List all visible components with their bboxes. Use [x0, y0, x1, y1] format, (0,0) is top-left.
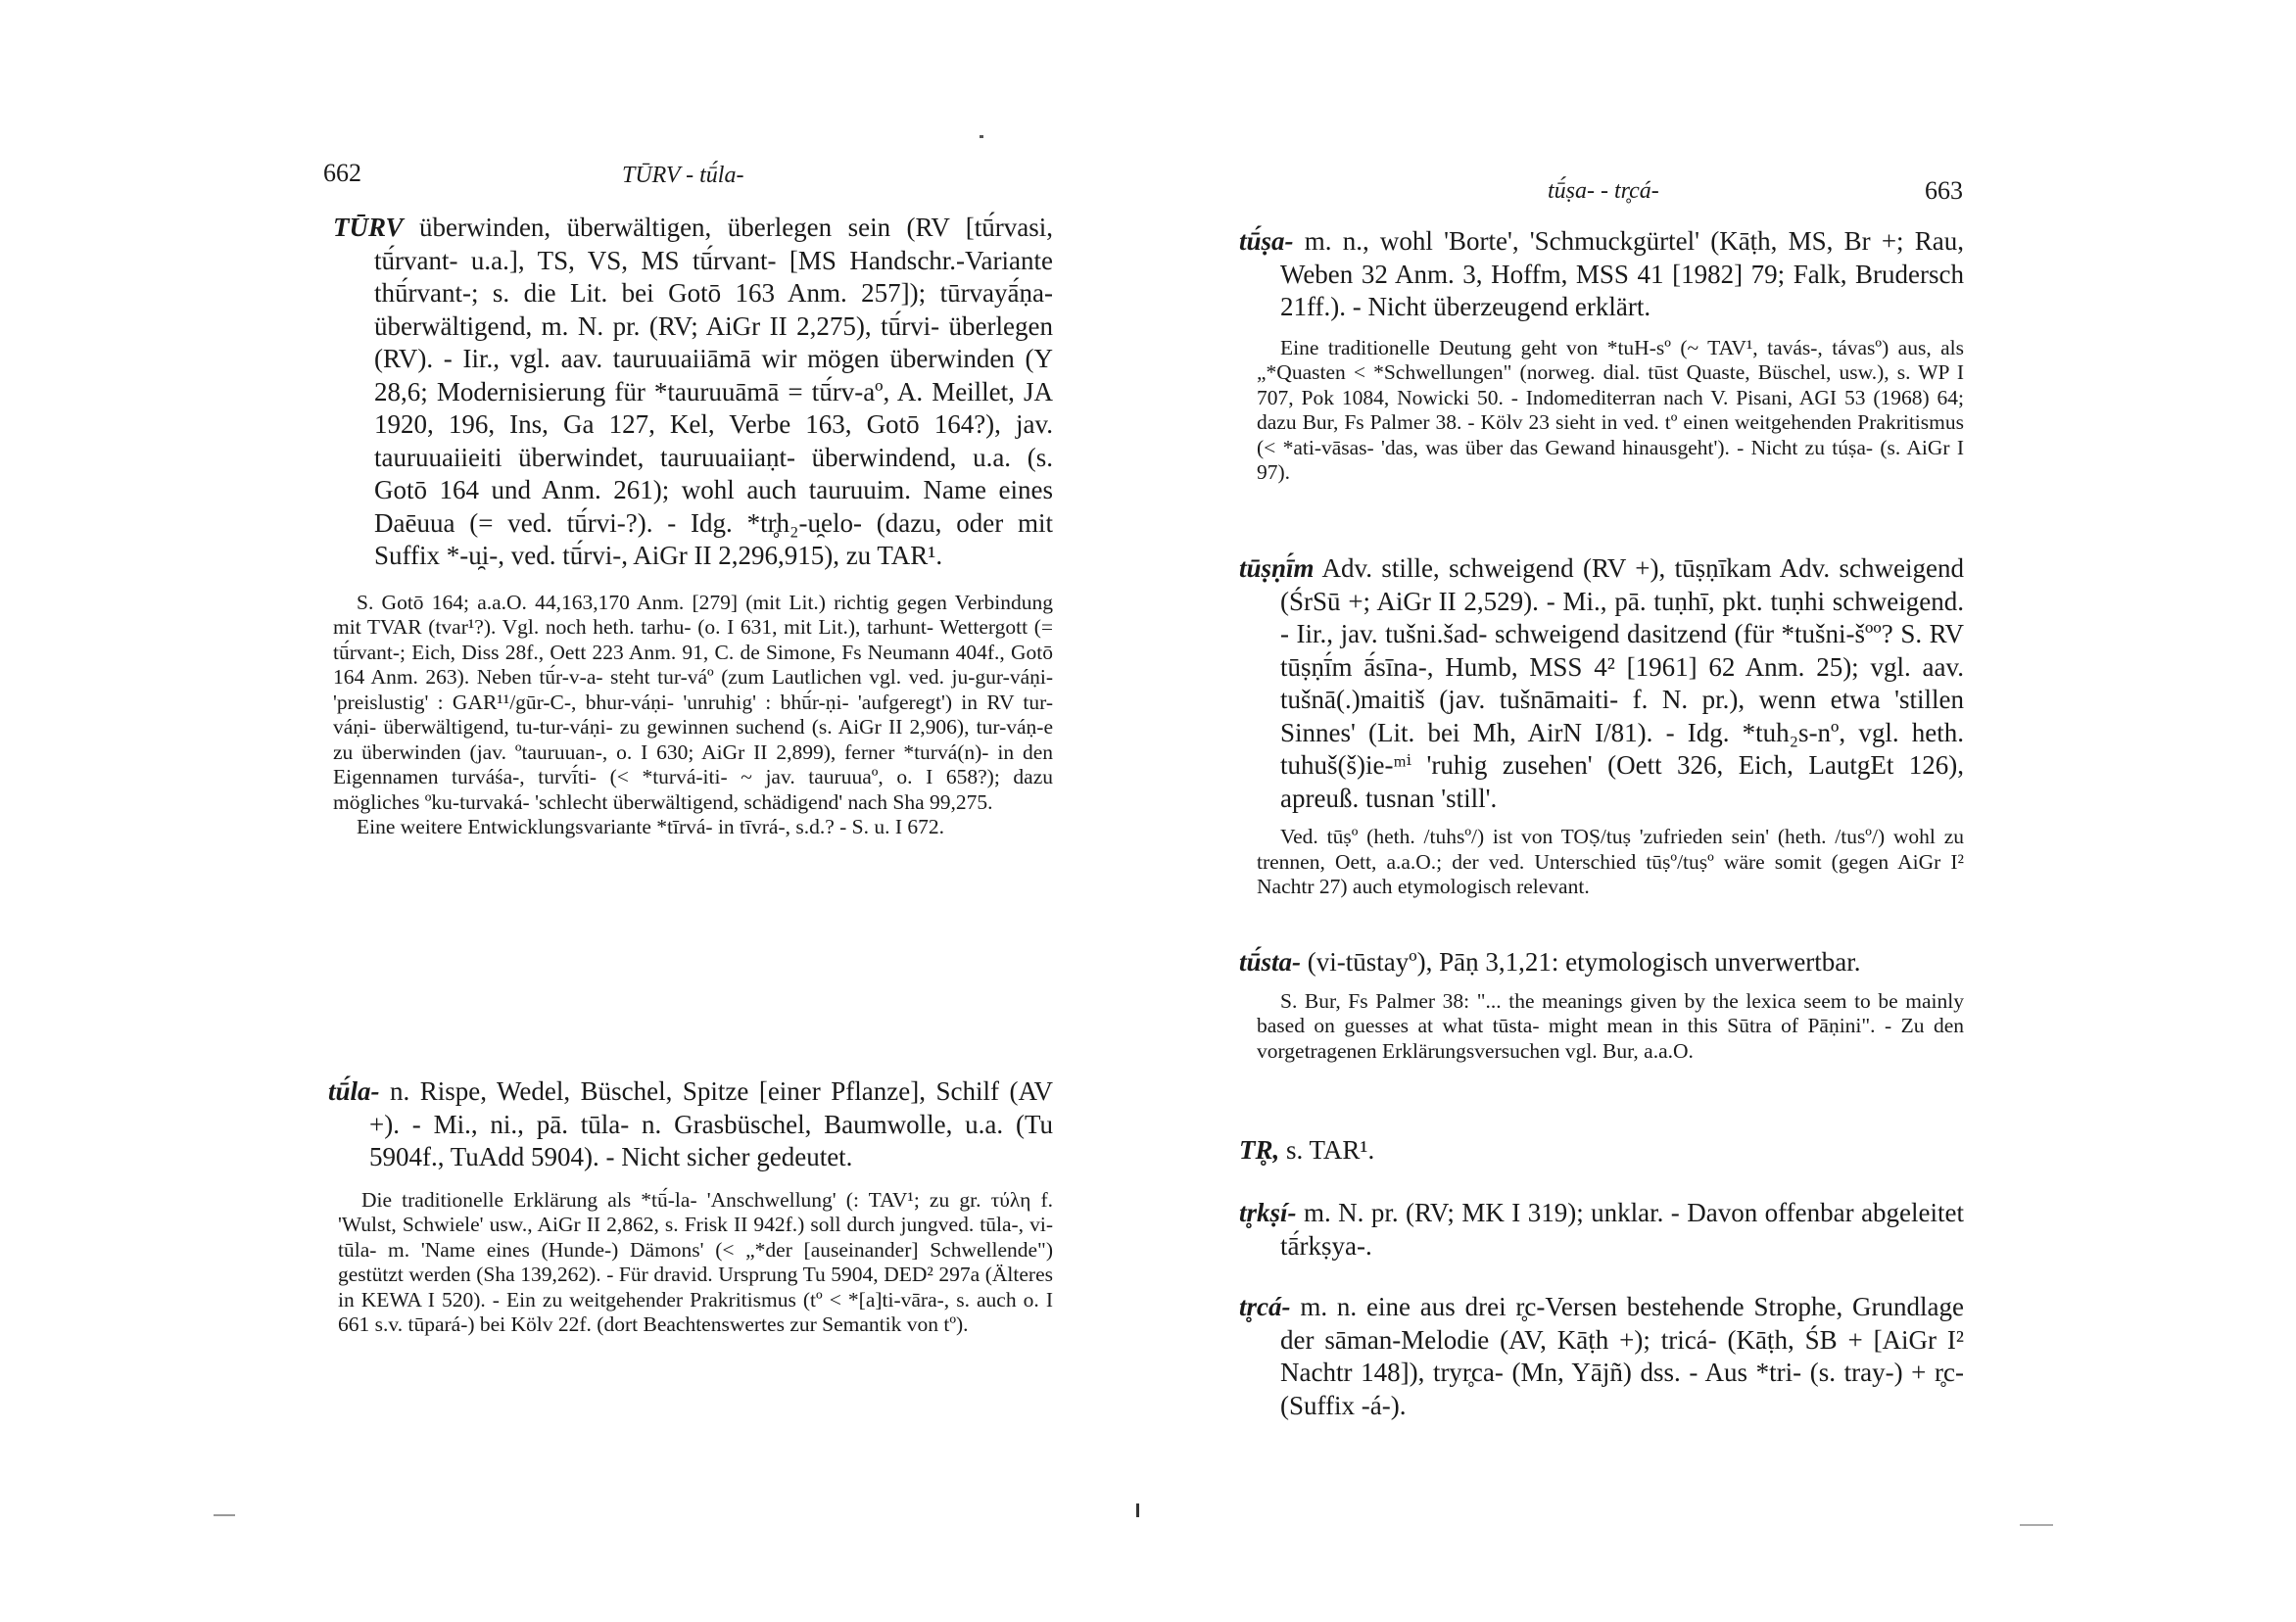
note-paragraph: Eine traditionelle Deutung geht von *tuH-sº (~ TAV¹, tavás-, távasº) aus, als „*Quasten < *Schwellungen" (norweg. dial. tūst Quaste, Büschel, usw.), s. WP I 707, Pok 1084, Nowicki 50. - Indomediterran nach V. Pisani, AGI 53 (1968) 64; dazu Bur, Fs Palmer 38. - Kölv 23 sieht in ved. tº einen weitgehenden Prakritismus (< *ati-vāsas- 'das, was über das Gewand hinausgeht'). - Nicht zu túṣa- (s. AiGr I 97).	[1257, 335, 1964, 484]
headword: tr̥kṣí-	[1239, 1198, 1297, 1227]
entry-tr-main	[1239, 1134, 1964, 1168]
note-paragraph: Die traditionelle Erklärung als *tū́-la- 'Anschwellung' (: TAV¹; zu gr. τύλη f. 'Wulst, Schwiele' usw., AiGr II 2,862, s. Frisk II 942f.) soll durch jungved. tūla-, vi-tūla- m. 'Name eines (Hunde-) Dämons' (< „*der [auseinander] Schwellende") gestützt werden (Sha 139,262). - Für dravid. Ursprung Tu 5904, DED² 297a (Älteres in KEWA I 520). - Ein zu weitgehender Prakritismus (tº < *[a]ti-vāra-, s. auch o. I 661 s.v. tūpará-) bei Kölv 22f. (dort Beachtenswertes zur Semantik von tº).	[338, 1187, 1053, 1336]
entry-body: m. N. pr. (RV; MK I 319); unklar. - Davon offenbar abgeleitet tā́rkṣya-.	[1280, 1198, 1965, 1261]
headword: tr̥cá-	[1239, 1292, 1291, 1321]
entry-body: s. TAR¹.	[1286, 1135, 1375, 1165]
entry-trca-main	[1239, 1291, 1964, 1422]
note-paragraph: Ved. tūṣº (heth. /tuhsº/) ist von TOṢ/tuṣ 'zufrieden sein' (heth. /tusº/) wohl zu trennen, Oett, a.a.O.; der ved. Unterschied tūṣº/tuṣº wäre somit (gegen AiGr I² Nachtr 27) auch etymologisch relevant.	[1257, 825, 1964, 898]
entry-tusta	[1239, 946, 1964, 1064]
entry-note	[333, 591, 1053, 840]
entry-note	[1239, 989, 1964, 1065]
entry-tr	[1239, 1134, 1964, 1168]
entry-tula	[328, 1075, 1053, 1338]
entry-tusta-main	[1239, 946, 1964, 979]
headword: tū́la-	[328, 1076, 380, 1106]
entry-tula-main	[328, 1075, 1053, 1174]
entry-body: n. Rispe, Wedel, Büschel, Spitze [einer Pflanze], Schilf (AV +). - Mi., ni., pā. tūla- n. Grasbüschel, Baumwolle, u.a. (Tu 5904f., TuAdd 5904). - Nicht sicher gedeutet.	[369, 1076, 1054, 1171]
scan-mark-right-edge	[2020, 1524, 2053, 1526]
headword: tūṣṇī́m	[1239, 553, 1315, 583]
scan-mark-top	[980, 135, 983, 138]
running-head-left: TŪRV - tū́la-	[622, 163, 744, 188]
entry-body: m. n. eine aus drei r̥c-Versen bestehende Strophe, Grundlage der sāman-Melodie (AV, Kāṭh +); tricá- (Kāṭh, ŚB + [AiGr I² Nachtr 148]), tryr̥ca- (Mn, Yājñ) dss. - Aus *tri- (s. tray-) + r̥c- (Suffix -á-).	[1280, 1292, 1965, 1420]
entry-tusnim	[1239, 552, 1964, 900]
headword: TŪRV	[333, 213, 404, 242]
page-number-left: 662	[323, 159, 361, 187]
scan-mark-bottom	[1136, 1503, 1139, 1517]
entry-trksi	[1239, 1197, 1964, 1263]
entry-note	[1239, 336, 1964, 486]
entry-trca	[1239, 1291, 1964, 1422]
entry-trksi-main	[1239, 1197, 1964, 1263]
entry-tusnim-main	[1239, 552, 1964, 815]
scan-mark-left-edge	[214, 1514, 235, 1516]
entry-turv	[333, 212, 1053, 840]
entry-body: Adv. stille, schweigend (RV +), tūṣṇīkam Adv. schweigend (ŚrSū +; AiGr II 2,529). - Mi., pā. tuṇhī, pkt. tuṇhi schweigend. - Iir., jav. tušni.šad- schweigend dasitzend (für *tušni-šºº? S. RV tūṣṇī́m ā́sīna-, Humb, MSS 4² [1961] 62 Anm. 25); vgl. aav. tušnā(.)maitiš (jav. tušnāmaiti- f. N. pr.), wenn etwa 'stillen Sinnes' (Lit. bei Mh, AirN I/81). - Idg. *tuh₂s-nº, vgl. heth. tuhuš(š)ie-ᵐⁱ 'ruhig zusehen' (Oett 326, Eich, LautgEt 126), apreuß. tusnan 'still'.	[1280, 553, 1964, 813]
entry-body: m. n., wohl 'Borte', 'Schmuckgürtel' (Kāṭh, MS, Br +; Rau, Weben 32 Anm. 3, Hoffm, MSS 41 [1982] 79; Falk, Brudersch 21ff.). - Nicht überzeugend erklärt.	[1280, 226, 1964, 321]
entry-tusa	[1239, 225, 1964, 486]
note-paragraph: S. Gotō 164; a.a.O. 44,163,170 Anm. [279] (mit Lit.) richtig gegen Verbindung mit TVAR (tvar¹?). Vgl. noch heth. tarhu- (o. I 631, mit Lit.), tarhunt- Wettergott (= tū́rvant-; Eich, Diss 28f., Oett 223 Anm. 91, C. de Simone, Fs Neumann 404f., Gotō 164 Anm. 263). Neben tū́r-v-a- steht tur-váº (zum Lautlichen vgl. ved. ju-gur-váṇi- 'preislustig' : GAR¹¹/gūr-C-, bhur-váṇi- 'unruhig' : bhū́r-ṇi- 'aufgeregt') in RV tur-váṇi- überwältigend, tu-tur-váṇi- zu gewinnen suchend (s. AiGr II 2,906), tur-váṇ-e zu überwinden (jav. ºtauruuan-, o. I 630; AiGr II 2,899), ferner *turvá(n)- in den Eigennamen turváśa-, turvī́ti- (< *turvá-iti- ~ jav. tauruuaº, o. I 658?); dazu mögliches ºku-turvaká- 'schlecht überwältigend, schädigend' nach Sha 99,275.	[333, 590, 1053, 814]
entry-body: (vi-tūstayº), Pāṇ 3,1,21: etymologisch unverwertbar.	[1307, 947, 1861, 977]
headword: TR̥,	[1239, 1135, 1280, 1165]
note-paragraph: S. Bur, Fs Palmer 38: "... the meanings given by the lexica seem to be mainly based on guesses at what tūsta- might mean in this Sūtra of Pāṇini". - Zu den vorgetragenen Erklärungsversuchen vgl. Bur, a.a.O.	[1257, 988, 1964, 1063]
entry-body: überwinden, überwältigen, überlegen sein (RV [tū́rvasi, tū́rvant- u.a.], TS, VS, MS tū́rvant- [MS Handschr.-Variante thū́rvant-; s. die Lit. bei Gotō 163 Anm. 257]); tūrvayā́ṇa- überwältigend, m. N. pr. (RV; AiGr II 2,275), tū́rvi- überlegen (RV). - Iir., vgl. aav. tauruuaiiāmā wir mögen überwinden (Y 28,6; Modernisierung für *tauruuāmā = tū́rv-aº, A. Meillet, JA 1920, 196, Ins, Ga 127, Kel, Verbe 163, Gotō 164?), jav. tauruuaiieiti überwindet, tauruuaiiaṇt- überwindend, u.a. (s. Gotō 164 und Anm. 261); wohl auch tauruuim. Name eines Daēuua (= ved. tū́rvi-?). - Idg. *tr̥h₂-u̯elo- (dazu, oder mit Suffix *-u̯i-, ved. tū́rvi-, AiGr II 2,296,915), zu TAR¹.	[374, 213, 1054, 570]
headword: tū́sta-	[1239, 947, 1302, 977]
note-paragraph: Eine weitere Entwicklungsvariante *tīrvá- in tīvrá-, s.d.? - S. u. I 672.	[357, 815, 945, 838]
running-head-right: tū́ṣa- - tr̥cá-	[1548, 178, 1659, 204]
entry-turv-main	[333, 212, 1053, 573]
headword: tū́ṣa-	[1239, 226, 1294, 256]
page-number-right: 663	[1925, 176, 1963, 205]
entry-tusa-main	[1239, 225, 1964, 324]
entry-note	[1239, 825, 1964, 900]
entry-note	[328, 1188, 1053, 1338]
